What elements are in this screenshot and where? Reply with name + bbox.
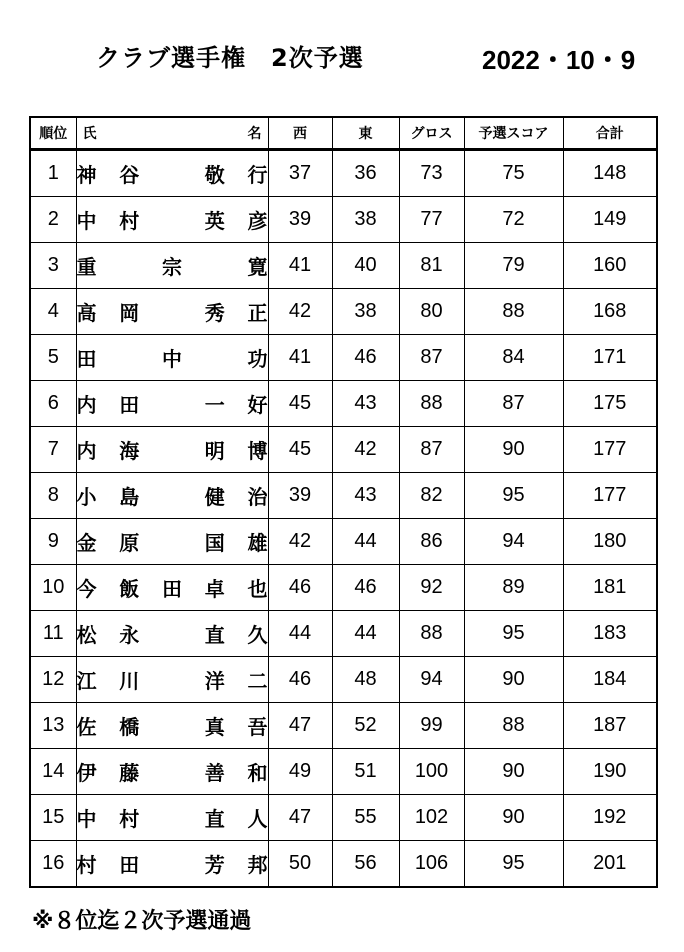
prelim-score-header: 予選スコア bbox=[464, 117, 563, 150]
player-name bbox=[77, 803, 268, 832]
east-score-cell: 42 bbox=[332, 427, 399, 473]
name-char: 原 bbox=[119, 533, 140, 555]
name-char bbox=[162, 297, 182, 326]
event-date: 2022・10・9 bbox=[482, 45, 636, 75]
name-char bbox=[162, 757, 182, 786]
gross-score-cell: 92 bbox=[399, 565, 464, 611]
table-row bbox=[30, 565, 657, 611]
name-char: 松 bbox=[76, 625, 97, 647]
player-name bbox=[77, 205, 268, 234]
name-char: 田 bbox=[76, 349, 97, 371]
rank-cell: 12 bbox=[30, 657, 76, 703]
total-score-cell: 184 bbox=[563, 657, 657, 703]
name-char: 藤 bbox=[119, 763, 140, 785]
gross-score-cell: 100 bbox=[399, 749, 464, 795]
east-score-cell: 46 bbox=[332, 335, 399, 381]
name-char: 明 bbox=[204, 441, 225, 463]
east-header: 東 bbox=[332, 117, 399, 150]
east-score-cell: 44 bbox=[332, 611, 399, 657]
total-score-cell: 201 bbox=[563, 841, 657, 888]
player-name bbox=[77, 573, 268, 602]
name-char: 雄 bbox=[247, 533, 268, 555]
name-char bbox=[162, 665, 182, 694]
name-char: 秀 bbox=[204, 303, 225, 325]
name-char: 一 bbox=[204, 395, 225, 417]
total-score-cell: 160 bbox=[563, 243, 657, 289]
east-score-cell: 40 bbox=[332, 243, 399, 289]
name-char: 吾 bbox=[247, 717, 268, 739]
table-row bbox=[30, 243, 657, 289]
prelim-score-cell: 90 bbox=[464, 657, 563, 703]
prelim-score-cell: 95 bbox=[464, 841, 563, 888]
table-row bbox=[30, 289, 657, 335]
name-char: 神 bbox=[76, 165, 97, 187]
name-char: 直 bbox=[204, 809, 225, 831]
name-char bbox=[162, 159, 182, 188]
player-name-cell bbox=[76, 381, 268, 427]
name-char bbox=[162, 711, 182, 740]
name-char: 島 bbox=[119, 487, 140, 509]
name-char: 洋 bbox=[204, 671, 225, 693]
rank-header: 順位 bbox=[30, 117, 76, 150]
name-char: 国 bbox=[204, 533, 225, 555]
name-char: 善 bbox=[204, 763, 225, 785]
name-char: 寛 bbox=[247, 257, 268, 279]
gross-score-cell: 99 bbox=[399, 703, 464, 749]
total-header: 合計 bbox=[563, 117, 657, 150]
name-char: 敬 bbox=[204, 165, 225, 187]
west-score-cell: 42 bbox=[268, 289, 332, 335]
total-score-cell: 149 bbox=[563, 197, 657, 243]
name-char: 和 bbox=[247, 763, 268, 785]
name-char bbox=[162, 481, 182, 510]
name-char: 伊 bbox=[76, 763, 97, 785]
name-char: 彦 bbox=[247, 211, 268, 233]
name-char: 佐 bbox=[76, 717, 97, 739]
header-row bbox=[30, 117, 657, 150]
gross-score-cell: 88 bbox=[399, 611, 464, 657]
name-char: 邦 bbox=[247, 855, 268, 877]
gross-score-cell: 102 bbox=[399, 795, 464, 841]
prelim-score-cell: 95 bbox=[464, 473, 563, 519]
name-char: 川 bbox=[119, 671, 140, 693]
rank-cell: 7 bbox=[30, 427, 76, 473]
table-row bbox=[30, 703, 657, 749]
west-score-cell: 47 bbox=[268, 703, 332, 749]
total-score-cell: 177 bbox=[563, 473, 657, 519]
rank-cell: 6 bbox=[30, 381, 76, 427]
name-char: 真 bbox=[204, 717, 225, 739]
total-score-cell: 180 bbox=[563, 519, 657, 565]
prelim-score-cell: 90 bbox=[464, 749, 563, 795]
west-score-cell: 41 bbox=[268, 335, 332, 381]
prelim-score-cell: 90 bbox=[464, 795, 563, 841]
name-char: 宗 bbox=[162, 257, 182, 279]
prelim-score-cell: 87 bbox=[464, 381, 563, 427]
gross-header: グロス bbox=[399, 117, 464, 150]
name-char: 村 bbox=[119, 211, 140, 233]
player-name bbox=[77, 343, 268, 372]
east-score-cell: 56 bbox=[332, 841, 399, 888]
results-body bbox=[30, 150, 657, 888]
table-row bbox=[30, 795, 657, 841]
name-char: 人 bbox=[247, 809, 268, 831]
rank-cell: 16 bbox=[30, 841, 76, 888]
player-name-cell bbox=[76, 289, 268, 335]
player-name-cell bbox=[76, 657, 268, 703]
rank-cell: 15 bbox=[30, 795, 76, 841]
east-score-cell: 46 bbox=[332, 565, 399, 611]
name-char: 内 bbox=[76, 441, 97, 463]
total-score-cell: 187 bbox=[563, 703, 657, 749]
player-name-cell bbox=[76, 243, 268, 289]
prelim-score-cell: 88 bbox=[464, 703, 563, 749]
east-score-cell: 52 bbox=[332, 703, 399, 749]
west-score-cell: 37 bbox=[268, 150, 332, 197]
name-char: 重 bbox=[76, 257, 97, 279]
gross-score-cell: 87 bbox=[399, 335, 464, 381]
west-header: 西 bbox=[268, 117, 332, 150]
name-char: 卓 bbox=[204, 579, 225, 601]
name-char: 中 bbox=[76, 211, 97, 233]
name-char: 永 bbox=[119, 625, 140, 647]
rank-cell: 8 bbox=[30, 473, 76, 519]
gross-score-cell: 73 bbox=[399, 150, 464, 197]
west-score-cell: 39 bbox=[268, 473, 332, 519]
name-char bbox=[162, 205, 182, 234]
west-score-cell: 46 bbox=[268, 657, 332, 703]
name-char bbox=[162, 619, 182, 648]
name-char: 二 bbox=[247, 671, 268, 693]
table-row bbox=[30, 841, 657, 888]
name-char: 健 bbox=[204, 487, 225, 509]
total-score-cell: 177 bbox=[563, 427, 657, 473]
name-char: 中 bbox=[162, 349, 182, 371]
player-name-cell bbox=[76, 519, 268, 565]
player-name-cell bbox=[76, 841, 268, 888]
east-score-cell: 43 bbox=[332, 381, 399, 427]
total-score-cell: 168 bbox=[563, 289, 657, 335]
table-row bbox=[30, 657, 657, 703]
prelim-score-cell: 88 bbox=[464, 289, 563, 335]
name-char: 功 bbox=[247, 349, 268, 371]
table-row bbox=[30, 749, 657, 795]
player-name bbox=[77, 711, 268, 740]
name-char: 今 bbox=[76, 579, 97, 601]
name-char: 田 bbox=[119, 855, 140, 877]
table-row bbox=[30, 427, 657, 473]
gross-score-cell: 86 bbox=[399, 519, 464, 565]
total-score-cell: 181 bbox=[563, 565, 657, 611]
player-name-cell bbox=[76, 427, 268, 473]
west-score-cell: 42 bbox=[268, 519, 332, 565]
name-char: 江 bbox=[76, 671, 97, 693]
name-char bbox=[205, 251, 225, 280]
name-char: 小 bbox=[76, 487, 97, 509]
total-score-cell: 171 bbox=[563, 335, 657, 381]
gross-score-cell: 81 bbox=[399, 243, 464, 289]
table-row bbox=[30, 335, 657, 381]
east-score-cell: 38 bbox=[332, 197, 399, 243]
player-name bbox=[77, 251, 268, 280]
name-char: 金 bbox=[76, 533, 97, 555]
west-score-cell: 45 bbox=[268, 381, 332, 427]
name-header-family: 氏 bbox=[82, 126, 97, 142]
gross-score-cell: 88 bbox=[399, 381, 464, 427]
player-name-cell bbox=[76, 565, 268, 611]
east-score-cell: 36 bbox=[332, 150, 399, 197]
name-char: 好 bbox=[247, 395, 268, 417]
name-char: 谷 bbox=[119, 165, 140, 187]
results-table bbox=[29, 116, 658, 888]
name-char: 芳 bbox=[204, 855, 225, 877]
gross-score-cell: 80 bbox=[399, 289, 464, 335]
rank-cell: 1 bbox=[30, 150, 76, 197]
name-char: 飯 bbox=[119, 579, 140, 601]
west-score-cell: 41 bbox=[268, 243, 332, 289]
west-score-cell: 46 bbox=[268, 565, 332, 611]
player-name bbox=[77, 527, 268, 556]
player-name bbox=[77, 159, 268, 188]
name-char: 田 bbox=[119, 395, 140, 417]
player-name-cell bbox=[76, 749, 268, 795]
name-char bbox=[162, 803, 182, 832]
player-name bbox=[77, 481, 268, 510]
gross-score-cell: 87 bbox=[399, 427, 464, 473]
west-score-cell: 44 bbox=[268, 611, 332, 657]
player-name-cell bbox=[76, 150, 268, 197]
name-char: 橋 bbox=[119, 717, 140, 739]
name-char: 久 bbox=[247, 625, 268, 647]
name-char: 正 bbox=[247, 303, 268, 325]
name-char bbox=[162, 389, 182, 418]
player-name bbox=[77, 665, 268, 694]
east-score-cell: 44 bbox=[332, 519, 399, 565]
name-char: 博 bbox=[247, 441, 268, 463]
name-char: 直 bbox=[204, 625, 225, 647]
name-char: 田 bbox=[162, 579, 182, 601]
table-row bbox=[30, 381, 657, 427]
rank-cell: 5 bbox=[30, 335, 76, 381]
name-char: 高 bbox=[76, 303, 97, 325]
total-score-cell: 175 bbox=[563, 381, 657, 427]
prelim-score-cell: 72 bbox=[464, 197, 563, 243]
east-score-cell: 55 bbox=[332, 795, 399, 841]
rank-cell: 13 bbox=[30, 703, 76, 749]
prelim-score-cell: 75 bbox=[464, 150, 563, 197]
rank-cell: 3 bbox=[30, 243, 76, 289]
name-char: 村 bbox=[119, 809, 140, 831]
total-score-cell: 183 bbox=[563, 611, 657, 657]
total-score-cell: 192 bbox=[563, 795, 657, 841]
prelim-score-cell: 79 bbox=[464, 243, 563, 289]
name-char: 治 bbox=[247, 487, 268, 509]
west-score-cell: 49 bbox=[268, 749, 332, 795]
name-header-given: 名 bbox=[247, 126, 262, 142]
rank-cell: 11 bbox=[30, 611, 76, 657]
rank-cell: 14 bbox=[30, 749, 76, 795]
name-char: 岡 bbox=[119, 303, 140, 325]
east-score-cell: 43 bbox=[332, 473, 399, 519]
gross-score-cell: 94 bbox=[399, 657, 464, 703]
name-header bbox=[76, 117, 268, 150]
rank-cell: 10 bbox=[30, 565, 76, 611]
total-score-cell: 148 bbox=[563, 150, 657, 197]
name-char bbox=[162, 435, 182, 464]
player-name bbox=[77, 757, 268, 786]
prelim-score-cell: 95 bbox=[464, 611, 563, 657]
west-score-cell: 45 bbox=[268, 427, 332, 473]
player-name-cell bbox=[76, 611, 268, 657]
player-name bbox=[77, 297, 268, 326]
player-name-cell bbox=[76, 335, 268, 381]
name-char: 村 bbox=[76, 855, 97, 877]
name-char bbox=[205, 343, 225, 372]
west-score-cell: 39 bbox=[268, 197, 332, 243]
east-score-cell: 38 bbox=[332, 289, 399, 335]
name-char: 英 bbox=[204, 211, 225, 233]
name-char bbox=[119, 251, 139, 280]
name-char bbox=[162, 527, 182, 556]
rank-cell: 2 bbox=[30, 197, 76, 243]
player-name-cell bbox=[76, 473, 268, 519]
west-score-cell: 50 bbox=[268, 841, 332, 888]
east-score-cell: 48 bbox=[332, 657, 399, 703]
gross-score-cell: 106 bbox=[399, 841, 464, 888]
prelim-score-cell: 89 bbox=[464, 565, 563, 611]
player-name bbox=[77, 849, 268, 878]
gross-score-cell: 82 bbox=[399, 473, 464, 519]
total-score-cell: 190 bbox=[563, 749, 657, 795]
player-name bbox=[77, 389, 268, 418]
name-char bbox=[119, 343, 139, 372]
prelim-score-cell: 84 bbox=[464, 335, 563, 381]
table-row bbox=[30, 519, 657, 565]
name-char: 行 bbox=[247, 165, 268, 187]
prelim-score-cell: 90 bbox=[464, 427, 563, 473]
name-char: 内 bbox=[76, 395, 97, 417]
east-score-cell: 51 bbox=[332, 749, 399, 795]
west-score-cell: 47 bbox=[268, 795, 332, 841]
name-char bbox=[162, 849, 182, 878]
name-char: 中 bbox=[76, 809, 97, 831]
table-row bbox=[30, 197, 657, 243]
page-title: クラブ選手権 2次予選 bbox=[96, 44, 364, 72]
table-row bbox=[30, 150, 657, 197]
gross-score-cell: 77 bbox=[399, 197, 464, 243]
qualification-note: ※８位迄２次予選通過 bbox=[32, 909, 252, 934]
player-name bbox=[77, 619, 268, 648]
player-name-cell bbox=[76, 795, 268, 841]
rank-cell: 9 bbox=[30, 519, 76, 565]
rank-cell: 4 bbox=[30, 289, 76, 335]
player-name-cell bbox=[76, 703, 268, 749]
table-row bbox=[30, 473, 657, 519]
name-char: 也 bbox=[247, 579, 268, 601]
table-row bbox=[30, 611, 657, 657]
prelim-score-cell: 94 bbox=[464, 519, 563, 565]
player-name-cell bbox=[76, 197, 268, 243]
name-char: 海 bbox=[119, 441, 140, 463]
player-name bbox=[77, 435, 268, 464]
